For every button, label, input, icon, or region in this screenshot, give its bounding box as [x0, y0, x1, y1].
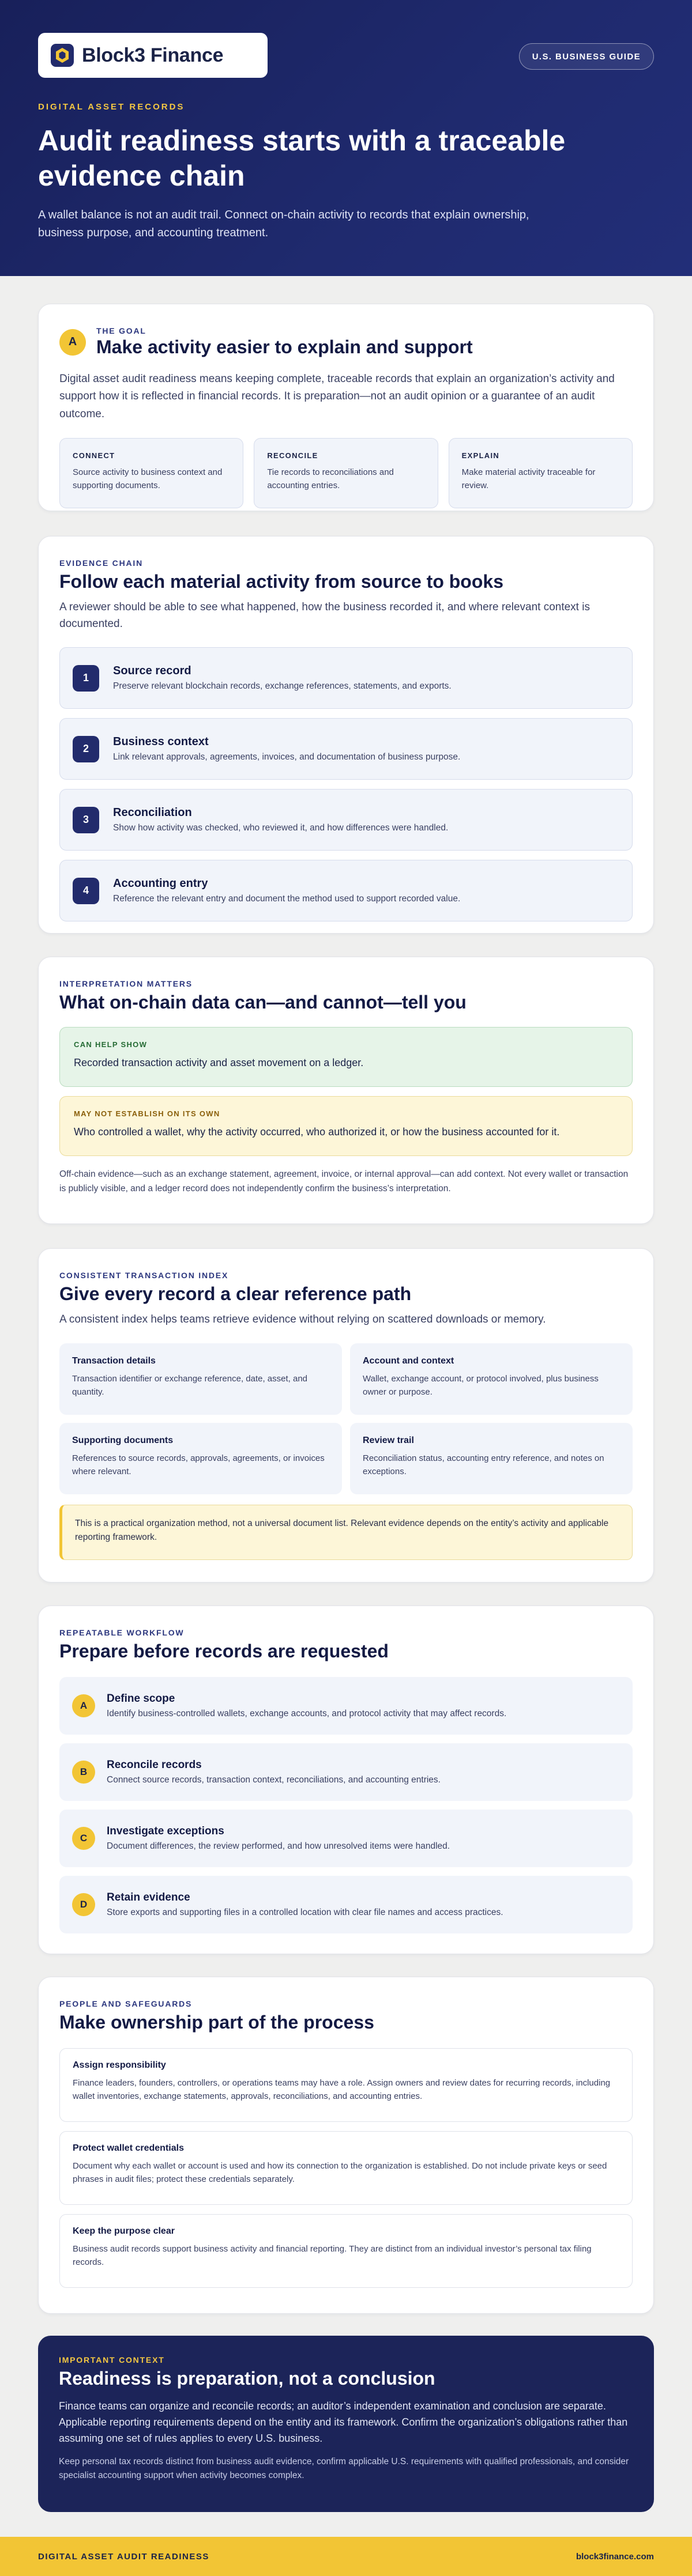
step-text: Connect source records, transaction context, reconciliations, and accounting entries.: [107, 1775, 441, 1785]
chain-step: [59, 718, 633, 780]
workflow-card: [38, 1606, 654, 1954]
people-eyebrow: PEOPLE AND SAFEGUARDS: [59, 1999, 193, 2008]
hexagon-icon: [51, 44, 74, 67]
chain-subtitle: A reviewer should be able to see what happened, how the business recorded it, and where relevant context is documented.: [59, 601, 590, 630]
people-item: [59, 2131, 633, 2205]
step-text: Show how activity was checked, who reviewed it, and how differences were handled.: [113, 823, 449, 833]
chain-eyebrow: EVIDENCE CHAIN: [59, 558, 143, 568]
people-item-title: Protect wallet credentials: [73, 2143, 184, 2153]
brand-logo[interactable]: [38, 33, 268, 78]
people-item-text: Finance leaders, founders, controllers, or operations teams may have a role. Assign owners and review dates for recurring records, including wallet inventories, exchange statements, approvals, reconciliations, and accounting entries.: [73, 2078, 611, 2102]
tile-text: Tie records to reconciliations and accounting entries.: [267, 467, 394, 491]
step-number: 3: [73, 807, 99, 833]
step-badge: C: [72, 1827, 95, 1850]
interp-note: Off-chain evidence—such as an exchange statement, agreement, invoice, or internal approval—can add context. Not every wallet or transaction is publicly visible, and a ledger record does not independently confirm the business’s interpretation.: [59, 1169, 629, 1193]
index-tile-text: Transaction identifier or exchange reference, date, asset, and quantity.: [72, 1373, 308, 1397]
index-subtitle: A consistent index helps teams retrieve evidence without relying on scattered downloads or memory.: [59, 1313, 546, 1325]
people-item-text: Business audit records support business activity and financial reporting. They are distinct from an individual investor’s personal tax filing records.: [73, 2244, 592, 2268]
can-show-box: [59, 1027, 633, 1087]
index-tile-title: Transaction details: [72, 1355, 156, 1366]
goal-badge: A: [59, 329, 86, 356]
footer-link[interactable]: block3finance.com: [576, 2551, 654, 2562]
people-title: Make ownership part of the process: [59, 2012, 374, 2033]
people-item: [59, 2048, 633, 2122]
step-number: 4: [73, 878, 99, 904]
index-tile-text: Wallet, exchange account, or protocol involved, plus business owner or purpose.: [363, 1373, 599, 1397]
context-eyebrow: IMPORTANT CONTEXT: [59, 2355, 165, 2365]
cannot-show-label: MAY NOT ESTABLISH ON ITS OWN: [74, 1109, 220, 1118]
step-text: Store exports and supporting files in a controlled location with clear file names and access practices.: [107, 1908, 503, 1917]
tile-label: CONNECT: [73, 451, 115, 460]
workflow-step: [59, 1876, 633, 1933]
can-show-text: Recorded transaction activity and asset movement on a ledger.: [74, 1057, 364, 1068]
people-item-title: Keep the purpose clear: [73, 2226, 175, 2236]
goal-tile-reconcile: [254, 438, 438, 508]
tile-label: RECONCILE: [267, 451, 318, 460]
step-text: Link relevant approvals, agreements, invoices, and documentation of business purpose.: [113, 752, 461, 762]
index-tile: [59, 1343, 342, 1415]
page-footer: [0, 2537, 692, 2576]
context-title: Readiness is preparation, not a conclusion: [59, 2368, 435, 2389]
can-show-label: CAN HELP SHOW: [74, 1040, 148, 1049]
brand-name: Block3 Finance: [82, 44, 224, 66]
step-title: Retain evidence: [107, 1891, 190, 1903]
step-title: Business context: [113, 735, 209, 748]
step-badge: B: [72, 1761, 95, 1784]
index-tile: [350, 1343, 633, 1415]
workflow-step: [59, 1677, 633, 1735]
cannot-show-text: Who controlled a wallet, why the activity occurred, who authorized it, or how the business accounted for it.: [74, 1126, 560, 1138]
step-text: Preserve relevant blockchain records, exchange references, statements, and exports.: [113, 681, 452, 691]
step-title: Investigate exceptions: [107, 1825, 224, 1837]
step-title: Source record: [113, 664, 191, 677]
index-tile-title: Supporting documents: [72, 1435, 174, 1445]
tile-label: EXPLAIN: [461, 451, 500, 460]
step-badge: D: [72, 1893, 95, 1916]
transaction-index-card: [38, 1248, 654, 1582]
step-number: 1: [73, 665, 99, 692]
step-title: Accounting entry: [113, 877, 208, 890]
workflow-title: Prepare before records are requested: [59, 1641, 389, 1661]
interp-eyebrow: INTERPRETATION MATTERS: [59, 979, 193, 988]
index-title: Give every record a clear reference path: [59, 1283, 412, 1304]
evidence-chain-card: [38, 536, 654, 934]
step-text: Identify business-controlled wallets, exchange accounts, and protocol activity that may affect records.: [107, 1709, 507, 1718]
hero-header: [0, 0, 692, 276]
context-card: [38, 2336, 654, 2512]
step-title: Reconciliation: [113, 806, 192, 819]
index-tile-text: Reconciliation status, accounting entry reference, and notes on exceptions.: [363, 1453, 604, 1476]
page-title: Audit readiness starts with a traceable evidence chain: [38, 124, 566, 192]
people-item-title: Assign responsibility: [73, 2060, 166, 2070]
step-badge: A: [72, 1694, 95, 1717]
goal-tile-explain: [449, 438, 633, 508]
chain-step: [59, 789, 633, 851]
guide-badge: U.S. BUSINESS GUIDE: [519, 43, 654, 70]
index-tile-text: References to source records, approvals, agreements, or invoices where relevant.: [72, 1453, 325, 1476]
hero-eyebrow: DIGITAL ASSET RECORDS: [38, 102, 185, 112]
chain-step: [59, 647, 633, 709]
page-subtitle: A wallet balance is not an audit trail. Connect on-chain activity to records that explain ownership, business purpose, and accounting treatment.: [38, 209, 529, 239]
interpretation-card: [38, 957, 654, 1224]
goal-eyebrow: THE GOAL: [96, 326, 146, 335]
context-text-secondary: Keep personal tax records distinct from business audit evidence, confirm applicable U.S. requirements with qualified professionals, and consider specialist accounting support when activity becomes complex.: [59, 2456, 629, 2481]
tile-text: Make material activity traceable for review.: [461, 467, 596, 491]
people-card: [38, 1977, 654, 2314]
step-text: Document differences, the review performed, and how unresolved items were handled.: [107, 1841, 450, 1851]
chain-title: Follow each material activity from source to books: [59, 571, 503, 592]
context-text-primary: Finance teams can organize and reconcile records; an auditor’s independent examination and conclusion are separate. Applicable reporting requirements depend on the entity and its framework. Confirm the organization’s obligations rather than assuming one set of rules applies to every U.S. business.: [59, 2400, 628, 2444]
step-title: Reconcile records: [107, 1759, 202, 1771]
tile-text: Source activity to business context and supporting documents.: [73, 467, 223, 491]
goal-text: Digital asset audit readiness means keeping complete, traceable records that explain an organization’s activity and support how it is reflected in financial records. It is preparation—not an audit opinion or a guarantee of an audit outcome.: [59, 373, 615, 420]
index-tile: [59, 1423, 342, 1494]
people-item: [59, 2214, 633, 2288]
interp-title: What on-chain data can—and cannot—tell you: [59, 992, 467, 1013]
people-item-text: Document why each wallet or account is used and how its connection to the organization is established. Do not include private keys or seed phrases in audit files; protect these credentials separately.: [73, 2161, 607, 2185]
index-eyebrow: CONSISTENT TRANSACTION INDEX: [59, 1271, 229, 1280]
workflow-step: [59, 1743, 633, 1801]
goal-tile-connect: [59, 438, 243, 508]
workflow-step: [59, 1810, 633, 1867]
step-text: Reference the relevant entry and document the method used to support recorded value.: [113, 894, 461, 904]
index-tile-title: Account and context: [363, 1355, 454, 1366]
cannot-show-box: [59, 1096, 633, 1156]
index-note: This is a practical organization method, not a universal document list. Relevant evidence depends on the entity’s activity and applicable reporting framework.: [59, 1505, 633, 1560]
goal-title: Make activity easier to explain and support: [96, 337, 473, 357]
goal-card: [38, 304, 654, 511]
workflow-eyebrow: REPEATABLE WORKFLOW: [59, 1628, 185, 1637]
step-title: Define scope: [107, 1693, 175, 1705]
index-tile: [350, 1423, 633, 1494]
footer-title: DIGITAL ASSET AUDIT READINESS: [38, 2551, 209, 2562]
index-tile-title: Review trail: [363, 1435, 414, 1445]
chain-step: [59, 860, 633, 921]
step-number: 2: [73, 736, 99, 762]
